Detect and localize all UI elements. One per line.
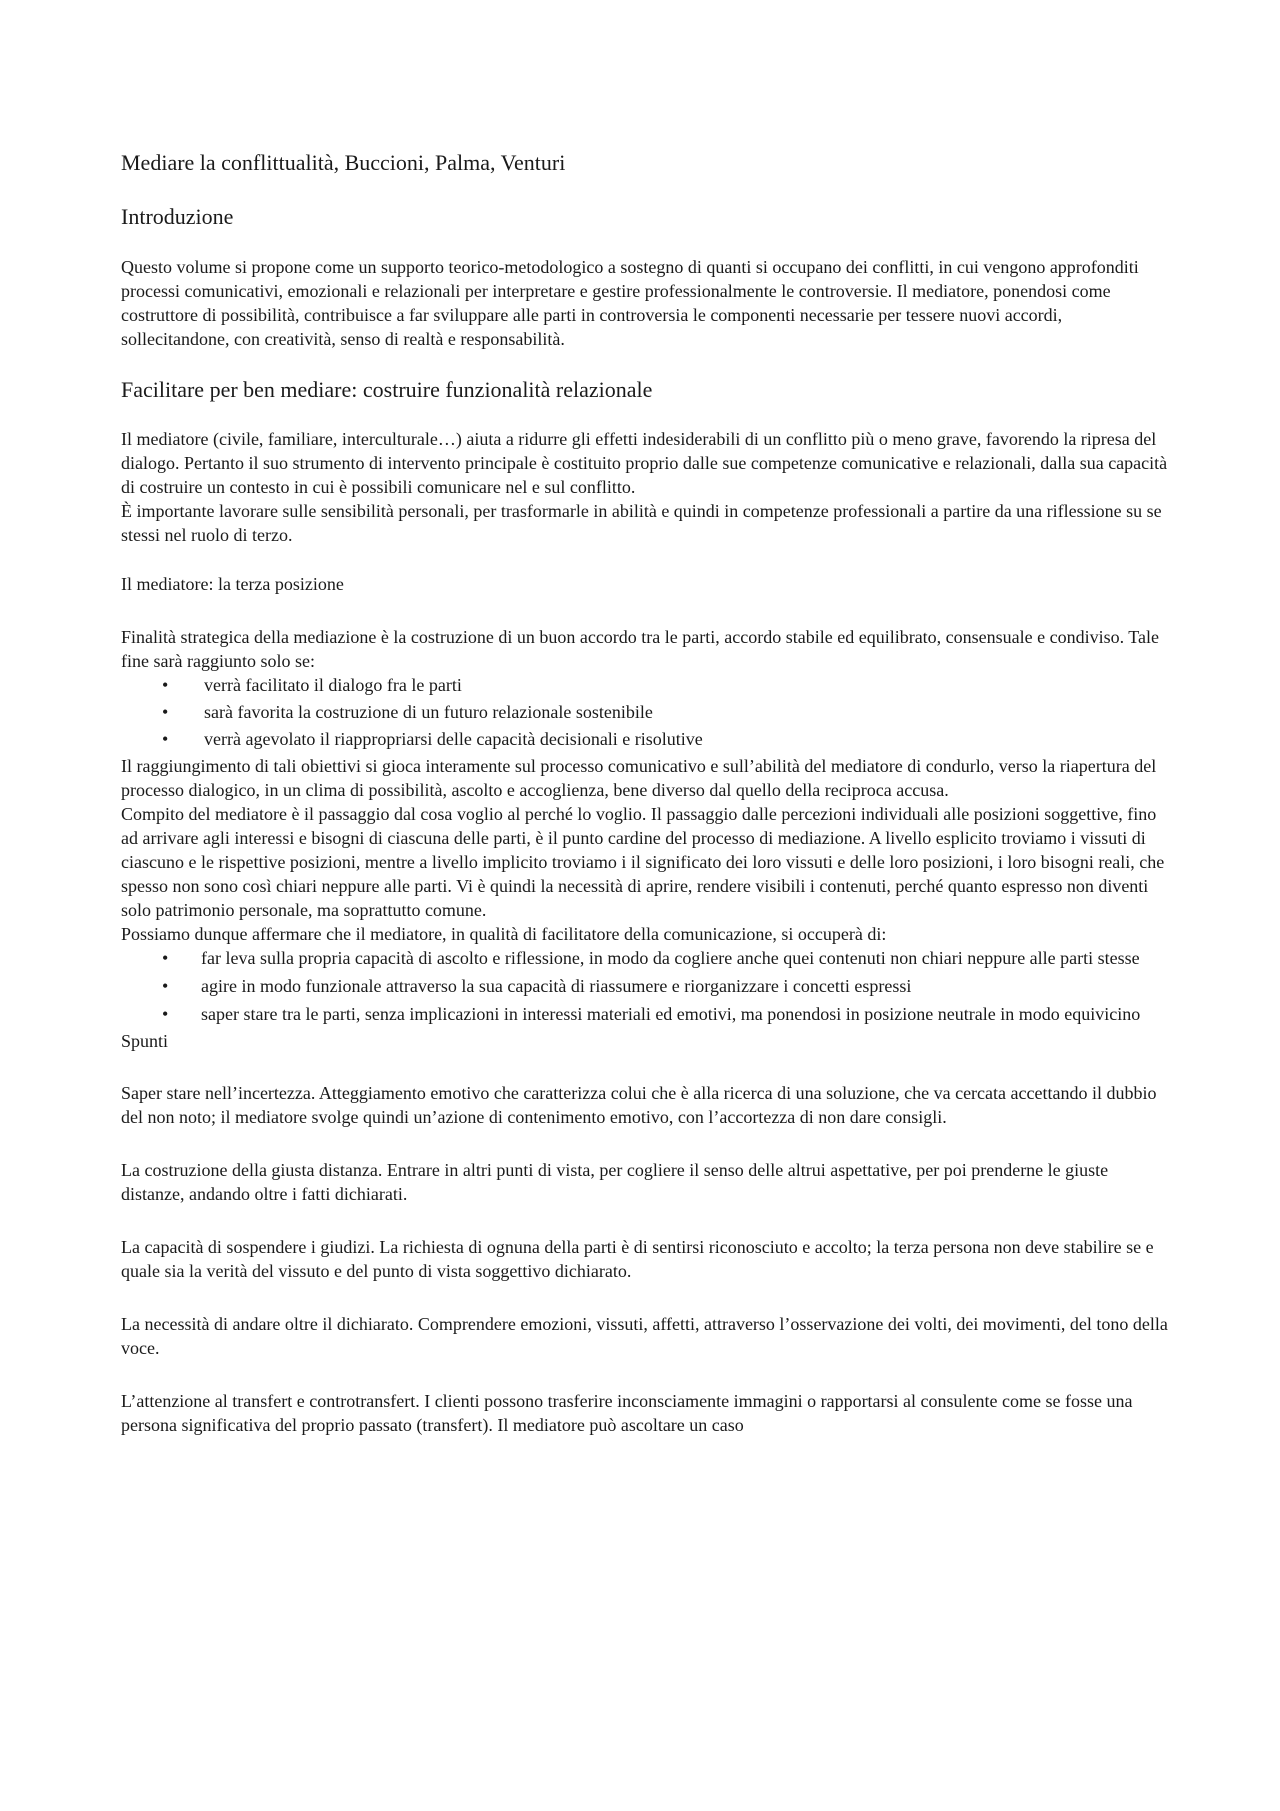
section-heading-introduzione: Introduzione xyxy=(121,204,234,230)
document-page xyxy=(121,150,1171,1466)
bullet-glyph: • xyxy=(162,701,169,722)
bullet-glyph: • xyxy=(162,674,169,695)
spunto-paragraph: L’attenzione al transfert e controtransfert. I clienti possono trasferire inconsciamente immagini o rapportarsi al consulente come se fosse una persona significativa del proprio passato (transfert). Il mediatore può ascoltare un caso xyxy=(121,1391,1133,1436)
subheading-spunti: Spunti xyxy=(121,1030,169,1051)
introduction-paragraph: Questo volume si propone come un supporto teorico-metodologico a sostegno di quanti si occupano dei conflitti, in cui vengono approfonditi processi comunicativi, emozionali e relazionali per interpretare e gestire professionalmente le controversie. Il mediatore, ponendosi come costruttore di possibilità, contribuisce a far sviluppare alle parti in controversia le componenti necessarie per tessere nuovi accordi, sollecitandone, con creatività, senso di realtà e responsabilità. xyxy=(121,256,1139,349)
goals-list xyxy=(121,673,1171,751)
list-item: • verrà agevolato il riappropriarsi delle capacità decisionali e risolutive xyxy=(162,728,703,749)
document-title: Mediare la conflittualità, Buccioni, Palma, Venturi xyxy=(121,150,566,175)
mediator-tasks-list xyxy=(121,946,1171,1026)
bullet-glyph: • xyxy=(162,947,169,968)
facilitate-paragraph-2: È importante lavorare sulle sensibilità personali, per trasformarle in abilità e quindi in competenze professionali a partire da una riflessione su se stessi nel ruolo di terzo. xyxy=(121,501,1162,546)
spunto-paragraph: La costruzione della giusta distanza. Entrare in altri punti di vista, per cogliere il senso delle altrui aspettative, per poi prenderne le giuste distanze, andando oltre i fatti dichiarati. xyxy=(121,1160,1109,1205)
facilitate-paragraph-1: Il mediatore (civile, familiare, interculturale…) aiuta a ridurre gli effetti indesiderabili di un conflitto più o meno grave, favorendo la ripresa del dialogo. Pertanto il suo strumento di intervento principale è costituito proprio dalle sue competenze comunicative e relazionali, dalla sua capacità di costruire un contesto in cui è possibili comunicare nel e sul conflitto. xyxy=(121,429,1168,498)
bullet-glyph: • xyxy=(162,728,169,749)
spunto-paragraph: La capacità di sospendere i giudizi. La richiesta di ognuna della parti è di sentirsi riconosciuto e accolto; la terza persona non deve stabilire se e quale sia la verità del vissuto e del punto di vista soggettivo dichiarato. xyxy=(121,1237,1154,1282)
bullet-glyph: • xyxy=(162,1003,169,1024)
spunto-paragraph: La necessità di andare oltre il dichiarato. Comprendere emozioni, vissuti, affetti, attraverso l’osservazione dei volti, dei movimenti, del tono della voce. xyxy=(121,1314,1168,1359)
list-item: • agire in modo funzionale attraverso la sua capacità di riassumere e riorganizzare i concetti espressi xyxy=(162,975,912,996)
list-item: • verrà facilitato il dialogo fra le parti xyxy=(162,674,462,695)
list-item: • saper stare tra le parti, senza implicazioni in interessi materiali ed emotivi, ma ponendosi in posizione neutrale in modo equivicino xyxy=(162,1003,1141,1024)
third-position-paragraph-2: Compito del mediatore è il passaggio dal cosa voglio al perché lo voglio. Il passaggio dalle percezioni individuali alle posizioni soggettive, fino ad arrivare agli interessi e bisogni di ciascuna delle parti, è il punto cardine del processo di mediazione. A livello esplicito troviamo i vissuti di ciascuno e le rispettive posizioni, mentre a livello implicito troviamo i il significato dei loro vissuti e delle loro posizioni, i loro bisogni reali, che spesso non sono così chiari neppure alle parti. Vi è quindi la necessità di aprire, rendere visibili i contenuti, perché quanto espresso non diventi solo patrimonio personale, ma soprattutto comune. xyxy=(121,803,1165,920)
list-item: • sarà favorita la costruzione di un futuro relazionale sostenibile xyxy=(162,701,653,722)
list-item: • far leva sulla propria capacità di ascolto e riflessione, in modo da cogliere anche quei contenuti non chiari neppure alle parti stesse xyxy=(162,947,1140,968)
subheading-terza-posizione: Il mediatore: la terza posizione xyxy=(121,574,344,595)
spunto-paragraph: Saper stare nell’incertezza. Atteggiamento emotivo che caratterizza colui che è alla ricerca di una soluzione, che va cercata accettando il dubbio del non noto; il mediatore svolge quindi un’azione di contenimento emotivo, con l’accortezza di non dare consigli. xyxy=(121,1083,1157,1128)
third-position-intro: Finalità strategica della mediazione è la costruzione di un buon accordo tra le parti, accordo stabile ed equilibrato, consensuale e condiviso. Tale fine sarà raggiunto solo se: xyxy=(121,626,1160,671)
bullet-glyph: • xyxy=(162,975,169,996)
section-heading-facilitare: Facilitare per ben mediare: costruire funzionalità relazionale xyxy=(121,376,653,402)
third-position-paragraph-1: Il raggiungimento di tali obiettivi si gioca interamente sul processo comunicativo e sull’abilità del mediatore di condurlo, verso la riapertura del processo dialogico, in un clima di possibilità, ascolto e accoglienza, bene diverso dal quello della reciproca accusa. xyxy=(121,755,1157,800)
third-position-paragraph-3: Possiamo dunque affermare che il mediatore, in qualità di facilitatore della comunicazione, si occuperà di: xyxy=(121,923,887,944)
